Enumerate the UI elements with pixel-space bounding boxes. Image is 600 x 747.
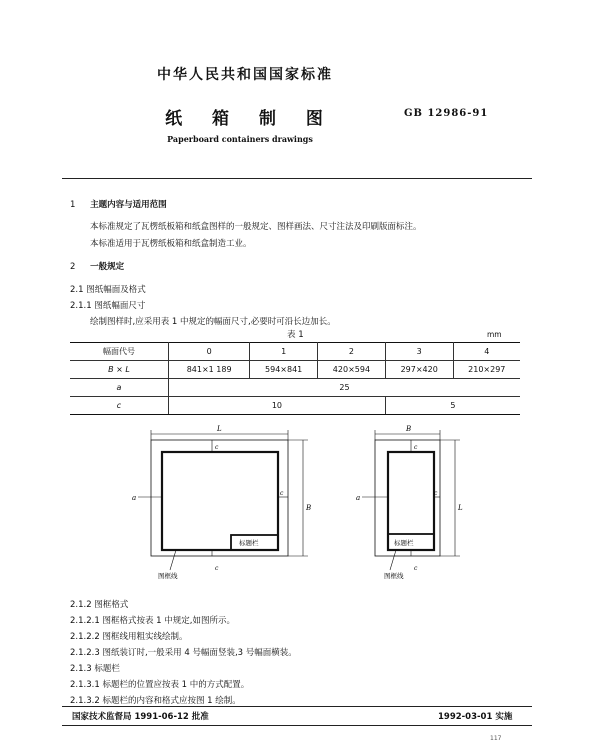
table-cell: 1	[250, 343, 318, 361]
table-cell: 0	[169, 343, 250, 361]
table-cell: 210×297	[453, 361, 520, 379]
table-cell: 25	[169, 379, 521, 397]
table-caption: 表 1	[287, 330, 304, 340]
section-1-para-2: 本标准适用于瓦楞纸板箱和纸盒制造工业。	[90, 239, 252, 249]
clause-2-1-2-1: 2.1.2.1 图框格式按表 1 中规定,如图所示。	[70, 616, 235, 626]
label-c-bottom: c	[414, 565, 418, 572]
sheet-border	[151, 440, 288, 556]
section-number: 1	[70, 200, 76, 210]
table-cell: 5	[385, 397, 520, 415]
label-B: B	[306, 504, 312, 512]
english-title: Paperboard containers drawings	[167, 134, 313, 144]
clause-2-1-1-text: 绘制图样时,应采用表 1 中规定的幅面尺寸,必要时可沿长边加长。	[90, 317, 336, 327]
standard-code: GB 12986-91	[404, 108, 489, 119]
label-L: L	[458, 504, 463, 512]
effective-date: 1992-03-01 实施	[438, 712, 513, 722]
table-cell: 841×1 189	[169, 361, 250, 379]
table-row	[70, 361, 520, 379]
table-row	[70, 397, 520, 415]
leader-line	[390, 550, 396, 570]
table-cell: 420×594	[318, 361, 386, 379]
title-block-label: 标题栏	[394, 539, 414, 547]
page-title: 纸 箱 制 图	[165, 109, 335, 129]
label-L: L	[217, 425, 222, 433]
label-c-top: c	[414, 444, 418, 451]
clause-2-1-3: 2.1.3 标题栏	[70, 664, 120, 674]
section-2-heading	[70, 260, 124, 272]
label-c-top: c	[215, 444, 219, 451]
figure-landscape-frame	[120, 420, 330, 585]
table-cell: 4	[453, 343, 520, 361]
label-a: a	[356, 494, 361, 502]
label-c-bottom: c	[215, 565, 219, 572]
clause-2-1: 2.1 图纸幅面及格式	[70, 285, 146, 295]
section-title: 主题内容与适用范围	[90, 200, 167, 210]
label-c-right: c	[280, 490, 284, 497]
table-cell: c	[70, 397, 169, 415]
clause-2-1-3-1: 2.1.3.1 标题栏的位置应按表 1 中的方式配置。	[70, 680, 250, 690]
clause-2-1-2-2: 2.1.2.2 图框线用粗实线绘制。	[70, 632, 188, 642]
leader-line	[170, 550, 176, 570]
frame-line-label: 图框线	[384, 572, 404, 580]
table-cell: 2	[318, 343, 386, 361]
section-title: 一般规定	[90, 262, 125, 272]
table-cell: 幅面代号	[70, 343, 169, 361]
frame-line-label: 图框线	[158, 572, 178, 580]
table-header-row	[70, 343, 520, 361]
section-number: 2	[70, 262, 76, 272]
table-cell: B × L	[70, 361, 169, 379]
standard-category: 中华人民共和国国家标准	[157, 67, 333, 83]
clause-2-1-2-3: 2.1.2.3 图纸装订时,一般采用 4 号幅面竖装,3 号幅面横装。	[70, 648, 297, 658]
table-unit: mm	[487, 330, 502, 339]
section-1-para-1: 本标准规定了瓦楞纸板箱和纸盒图样的一般规定、图样画法、尺寸注法及印刷版面标注。	[90, 222, 422, 232]
section-1-heading	[70, 198, 167, 210]
label-a: a	[132, 494, 137, 502]
page-number: 117	[490, 735, 502, 742]
table-cell: a	[70, 379, 169, 397]
footer-rule-bottom	[62, 725, 532, 726]
footer-rule-top	[62, 706, 532, 707]
table-1	[70, 342, 520, 415]
frame-line	[388, 452, 434, 550]
clause-2-1-3-2: 2.1.3.2 标题栏的内容和格式应按图 1 绘制。	[70, 696, 241, 706]
clause-2-1-1: 2.1.1 图纸幅面尺寸	[70, 301, 146, 311]
table-cell: 297×420	[385, 361, 453, 379]
table-row	[70, 379, 520, 397]
label-c-right: c	[434, 490, 438, 497]
header-rule	[62, 178, 532, 179]
table-cell: 10	[169, 397, 386, 415]
clause-2-1-2: 2.1.2 图框格式	[70, 600, 129, 610]
figure-portrait-frame	[350, 420, 480, 585]
approval-line: 国家技术监督局 1991-06-12 批准	[72, 712, 209, 722]
title-block-label: 标题栏	[239, 539, 259, 547]
table-cell: 3	[385, 343, 453, 361]
label-B: B	[406, 425, 412, 433]
table-cell: 594×841	[250, 361, 318, 379]
